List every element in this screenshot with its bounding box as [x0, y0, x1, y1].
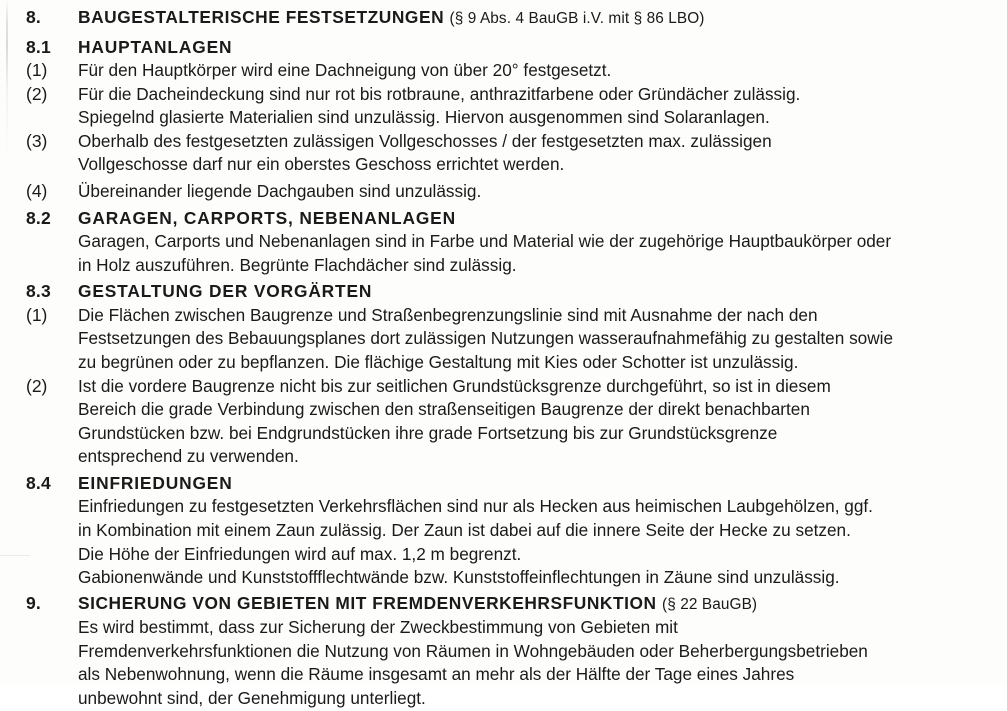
paragraph-8-4-body — [0, 495, 1007, 589]
section-number-8-4: 8.4 — [26, 472, 51, 493]
paragraph-marker-8-1-2: (2) — [26, 83, 48, 104]
paragraph-marker-8-3-2: (2) — [26, 375, 48, 396]
paragraph-8-1-1 — [0, 59, 1007, 83]
paragraph-8-1-3 — [0, 130, 1007, 177]
text-line: entsprechend zu verwenden. — [78, 446, 299, 467]
section-heading-8-1 — [0, 36, 1007, 60]
paragraph-text-8-2 — [78, 230, 1007, 277]
text-line: Die Höhe der Einfriedungen wird auf max. 1,2 m begrenzt. — [78, 543, 522, 564]
paragraph-text-8-4 — [78, 495, 1007, 589]
text-line: in Holz auszuführen. Begrünte Flachdächer sind zulässig. — [78, 254, 517, 275]
paragraph-marker-8-1-1: (1) — [26, 60, 48, 80]
paragraph-text-8-1-4 — [78, 180, 1007, 204]
text-line: in Kombination mit einem Zaun zulässig. Der Zaun ist dabei auf die innere Seite der Hecke zu setzen. — [78, 520, 851, 540]
text-line: unbewohnt sind, der Genehmigung unterliegt. — [78, 688, 426, 709]
section-number-8-1: 8.1 — [26, 36, 51, 57]
text-line: Die Flächen zwischen Baugrenze und Straßenbegrenzungslinie sind mit Ausnahme der nach den — [78, 304, 818, 325]
text-line: Es wird bestimmt, dass zur Sicherung der Zweckbestimmung von Gebieten mit — [78, 617, 678, 638]
text-line: Garagen, Carports und Nebenanlagen sind in Farbe und Material wie der zugehörige Hauptbaukörper oder — [78, 231, 892, 252]
paragraph-8-1-2 — [0, 83, 1007, 130]
paragraph-text-8-3-1 — [78, 304, 1007, 375]
section-heading-9 — [0, 592, 1007, 617]
text-line: Vollgeschosse darf nur ein oberstes Geschoss errichtet werden. — [78, 154, 565, 175]
section-number-8-3: 8.3 — [26, 281, 51, 302]
paragraph-text-8-1-2 — [78, 83, 1007, 130]
section-title-8-3: GESTALTUNG DER VORGÄRTEN — [78, 281, 373, 302]
paragraph-8-3-1 — [0, 304, 1007, 375]
section-heading-8 — [0, 6, 1007, 31]
paragraph-text-8-1-1 — [78, 59, 1007, 83]
section-heading-8-4 — [0, 472, 1007, 496]
section-number-9: 9. — [26, 592, 41, 613]
text-line: Für den Hauptkörper wird eine Dachneigung von über 20° festgesetzt. — [78, 60, 612, 80]
section-title-8-2: GARAGEN, CARPORTS, NEBENANLAGEN — [78, 207, 456, 228]
section-9-legal-reference: (§ 22 BauGB) — [661, 595, 758, 613]
paragraph-marker-8-1-4: (4) — [26, 180, 48, 201]
text-line: als Nebenwohnung, wenn die Räume insgesamt an mehr als der Hälfte der Tage eines Jahres — [78, 664, 795, 685]
text-line: Fremdenverkehrsfunktionen die Nutzung von Räumen in Wohngebäuden oder Beherbergungsbetrieben — [78, 640, 868, 661]
text-line: Einfriedungen zu festgesetzten Verkehrsflächen sind nur als Hecken aus heimischen Laubgehölzen, ggf. — [78, 496, 873, 517]
paragraph-9-body — [0, 616, 1007, 710]
text-line: Bereich die grade Verbindung zwischen den straßenseitigen Baugrenze der direkt benachbarten — [78, 399, 810, 420]
text-line: Spiegelnd glasierte Materialien sind unzulässig. Hiervon ausgenommen sind Solaranlagen. — [78, 107, 770, 128]
text-line: Für die Dacheindeckung sind nur rot bis rotbraune, anthrazitfarbene oder Gründächer zulässig. — [78, 83, 801, 104]
text-line: Grundstücken bzw. bei Endgrundstücken ihre grade Fortsetzung bis zur Grundstücksgrenze — [78, 422, 778, 443]
section-title-8-4: EINFRIEDUNGEN — [78, 472, 233, 493]
section-title-8 — [78, 6, 705, 31]
section-title-9 — [78, 592, 757, 617]
paragraph-marker-8-3-1: (1) — [26, 304, 48, 325]
section-heading-8-3 — [0, 280, 1007, 304]
text-line: Ist die vordere Baugrenze nicht bis zur seitlichen Grundstücksgrenze durchgeführt, so ist in diesem — [78, 375, 831, 396]
section-number-8-2: 8.2 — [26, 207, 51, 228]
text-line: Festsetzungen des Bebauungsplanes dort zulässigen Nutzungen wasseraufnahmefähig zu gestalten sowie — [78, 328, 894, 349]
section-title-8-1: HAUPTANLAGEN — [78, 36, 233, 57]
text-line: Übereinander liegende Dachgauben sind unzulässig. — [78, 180, 482, 201]
paragraph-text-8-1-3 — [78, 130, 1007, 177]
paragraph-marker-8-1-3: (3) — [26, 130, 48, 151]
paragraph-8-2-body — [0, 230, 1007, 277]
paragraph-text-8-3-2 — [78, 375, 1007, 469]
section-number-8: 8. — [26, 7, 41, 27]
section-heading-8-2 — [0, 207, 1007, 231]
section-8-legal-reference: (§ 9 Abs. 4 BauGB i.V. mit § 86 LBO) — [449, 10, 705, 27]
paragraph-8-1-4 — [0, 180, 1007, 204]
text-line: zu begrünen oder zu bepflanzen. Die flächige Gestaltung mit Kies oder Schotter ist unzulässig. — [78, 351, 799, 372]
section-title-8-text: BAUGESTALTERISCHE FESTSETZUNGEN — [78, 7, 445, 27]
paragraph-text-9 — [78, 616, 1007, 710]
paragraph-8-3-2 — [0, 375, 1007, 469]
text-line: Gabionenwände und Kunststoffflechtwände bzw. Kunststoffeinflechtungen in Zäune sind unzulässig. — [78, 567, 840, 588]
section-title-9-text: SICHERUNG VON GEBIETEN MIT FREMDENVERKEHRSFUNKTION — [78, 592, 657, 613]
text-line: Oberhalb des festgesetzten zulässigen Vollgeschosses / der festgesetzten max. zulässigen — [78, 130, 772, 151]
